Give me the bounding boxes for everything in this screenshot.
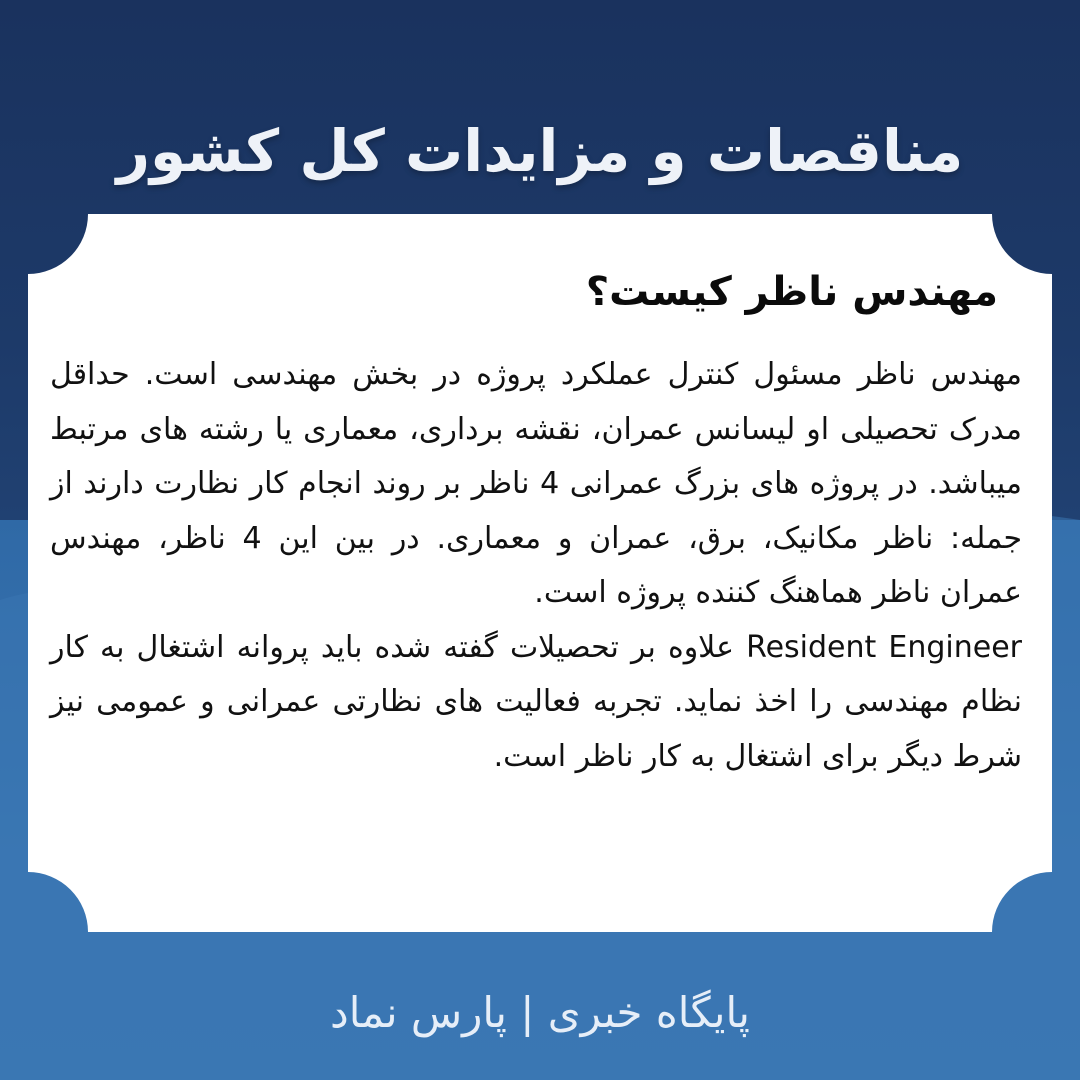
page-title: مناقصات و مزایدات کل کشور bbox=[116, 116, 964, 185]
article-heading: مهندس ناظر کیست؟ bbox=[585, 269, 998, 315]
footer-brand: پایگاه خبری | پارس نماد bbox=[330, 988, 750, 1037]
content-card bbox=[28, 214, 1052, 932]
article-paragraph: Resident Engineer علاوه بر تحصیلات گفته شده باید پروانه اشتغال به کار نظام مهندسی را اخذ نماید. تجربه فعالیت های نظارتی عمرانی و عمومی نیز شرط دیگر برای اشتغال به کار ناظر است. bbox=[50, 629, 1023, 774]
article-paragraph: مهندس ناظر مسئول کنترل عملکرد پروژه در بخش مهندسی است. حداقل مدرک تحصیلی او لیسانس عمران، نقشه برداری، معماری یا رشته های مرتبط میباشد. در پروژه های بزرگ عمرانی 4 ناظر بر روند انجام کار نظارت دارند از جمله: ناظر مکانیک، برق، عمران و معماری. در بین این 4 ناظر، مهندس عمران ناظر هماهنگ کننده پروژه است. bbox=[50, 357, 1023, 610]
article-body bbox=[50, 348, 1022, 784]
